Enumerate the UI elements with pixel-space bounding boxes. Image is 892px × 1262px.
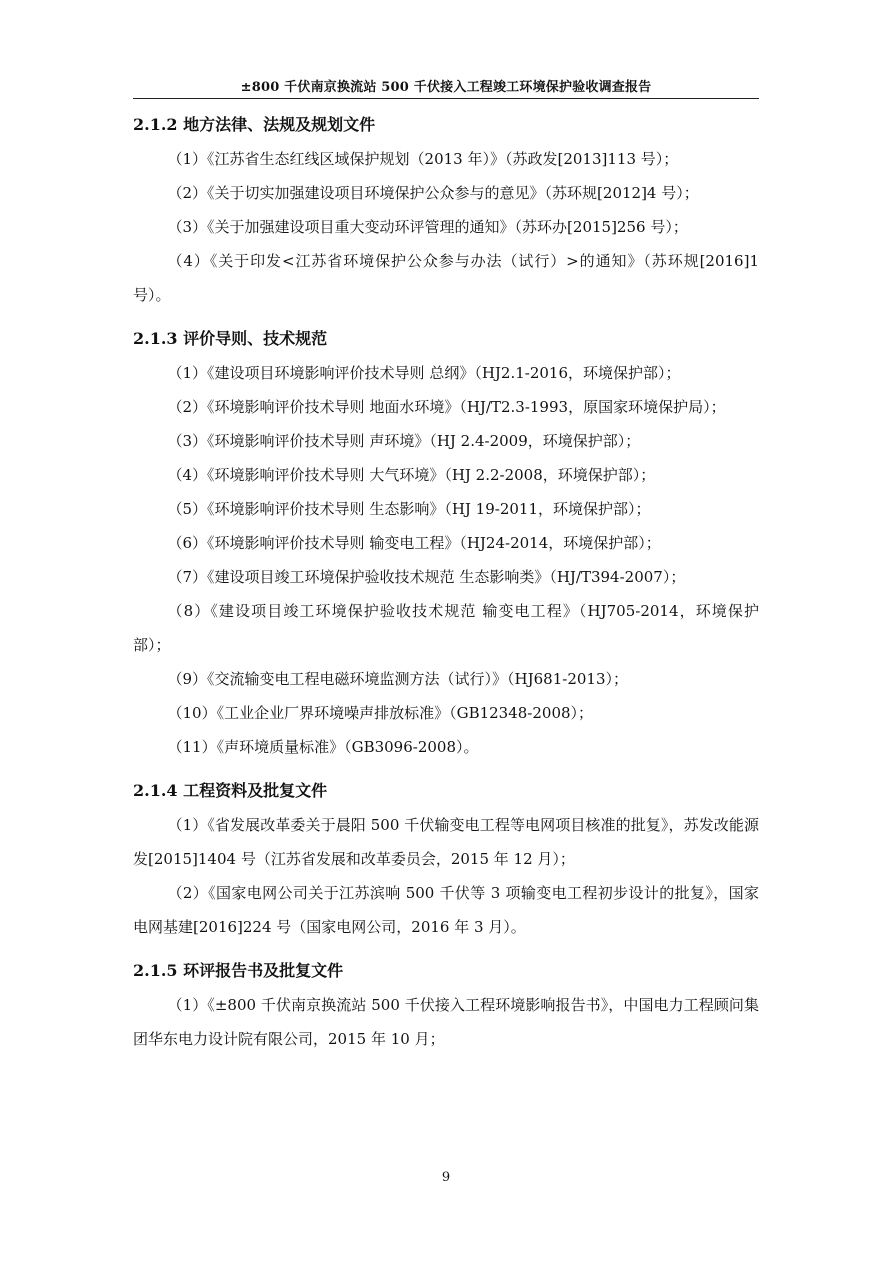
list-item: （3）《关于加强建设项目重大变动环评管理的通知》（苏环办[2015]256 号）； [167,218,688,236]
list-item: （7）《建设项目竣工环境保护验收技术规范 生态影响类》（HJ/T394-2007）； [167,568,686,586]
list-item: （2）《国家电网公司关于江苏滨响 500 千伏等 3 项输变电工程初步设计的批复》，国家电网基建[2016]224 号（国家电网公司，2016 年 3 月）。 [133,884,759,936]
list-item: （1）《建设项目环境影响评价技术导则 总纲》（HJ2.1-2016，环境保护部）； [167,364,681,382]
list-item: （8）《建设项目竣工环境保护验收技术规范 输变电工程》（HJ705-2014，环境保护部）； [133,602,759,654]
section-heading-2-1-3: 2.1.3 评价导则、技术规范 [133,329,328,348]
header-rule [133,98,759,99]
section-heading-2-1-5: 2.1.5 环评报告书及批复文件 [133,961,344,980]
list-item: （3）《环境影响评价技术导则 声环境》（HJ 2.4-2009，环境保护部）； [167,432,641,450]
list-item: （1）《省发展改革委关于晨阳 500 千伏输变电工程等电网项目核准的批复》，苏发改能源发[2015]1404 号（江苏省发展和改革委员会，2015 年 12 月）； [133,816,759,868]
list-item: （1）《江苏省生态红线区域保护规划（2013 年）》（苏政发[2013]113 号）； [167,150,679,168]
running-header: ±800 千伏南京换流站 500 千伏接入工程竣工环境保护验收调查报告 [240,80,652,95]
document-body [133,108,759,1056]
list-item: （6）《环境影响评价技术导则 输变电工程》（HJ24-2014，环境保护部）； [167,534,661,552]
list-item: （2）《环境影响评价技术导则 地面水环境》（HJ/T2.3-1993，原国家环境保护局）； [167,398,726,416]
list-item: （4）《关于印发<江苏省环境保护公众参与办法（试行）>的通知》（苏环规[2016]1 号）。 [133,252,759,304]
list-item: （11）《声环境质量标准》（GB3096-2008）。 [167,738,479,756]
list-item: （4）《环境影响评价技术导则 大气环境》（HJ 2.2-2008，环境保护部）； [167,466,656,484]
page-number: 9 [441,1170,451,1185]
list-item: （1）《±800 千伏南京换流站 500 千伏接入工程环境影响报告书》，中国电力工程顾问集团华东电力设计院有限公司，2015 年 10 月； [133,996,759,1048]
section-heading-2-1-2: 2.1.2 地方法律、法规及规划文件 [133,115,376,134]
list-item: （2）《关于切实加强建设项目环境保护公众参与的意见》（苏环规[2012]4 号）； [167,184,699,202]
list-item: （9）《交流输变电工程电磁环境监测方法（试行）》（HJ681-2013）； [167,670,629,688]
list-item: （5）《环境影响评价技术导则 生态影响》（HJ 19-2011，环境保护部）； [167,500,651,518]
section-heading-2-1-4: 2.1.4 工程资料及批复文件 [133,781,328,800]
list-item: （10）《工业企业厂界环境噪声排放标准》（GB12348-2008）； [167,704,594,722]
